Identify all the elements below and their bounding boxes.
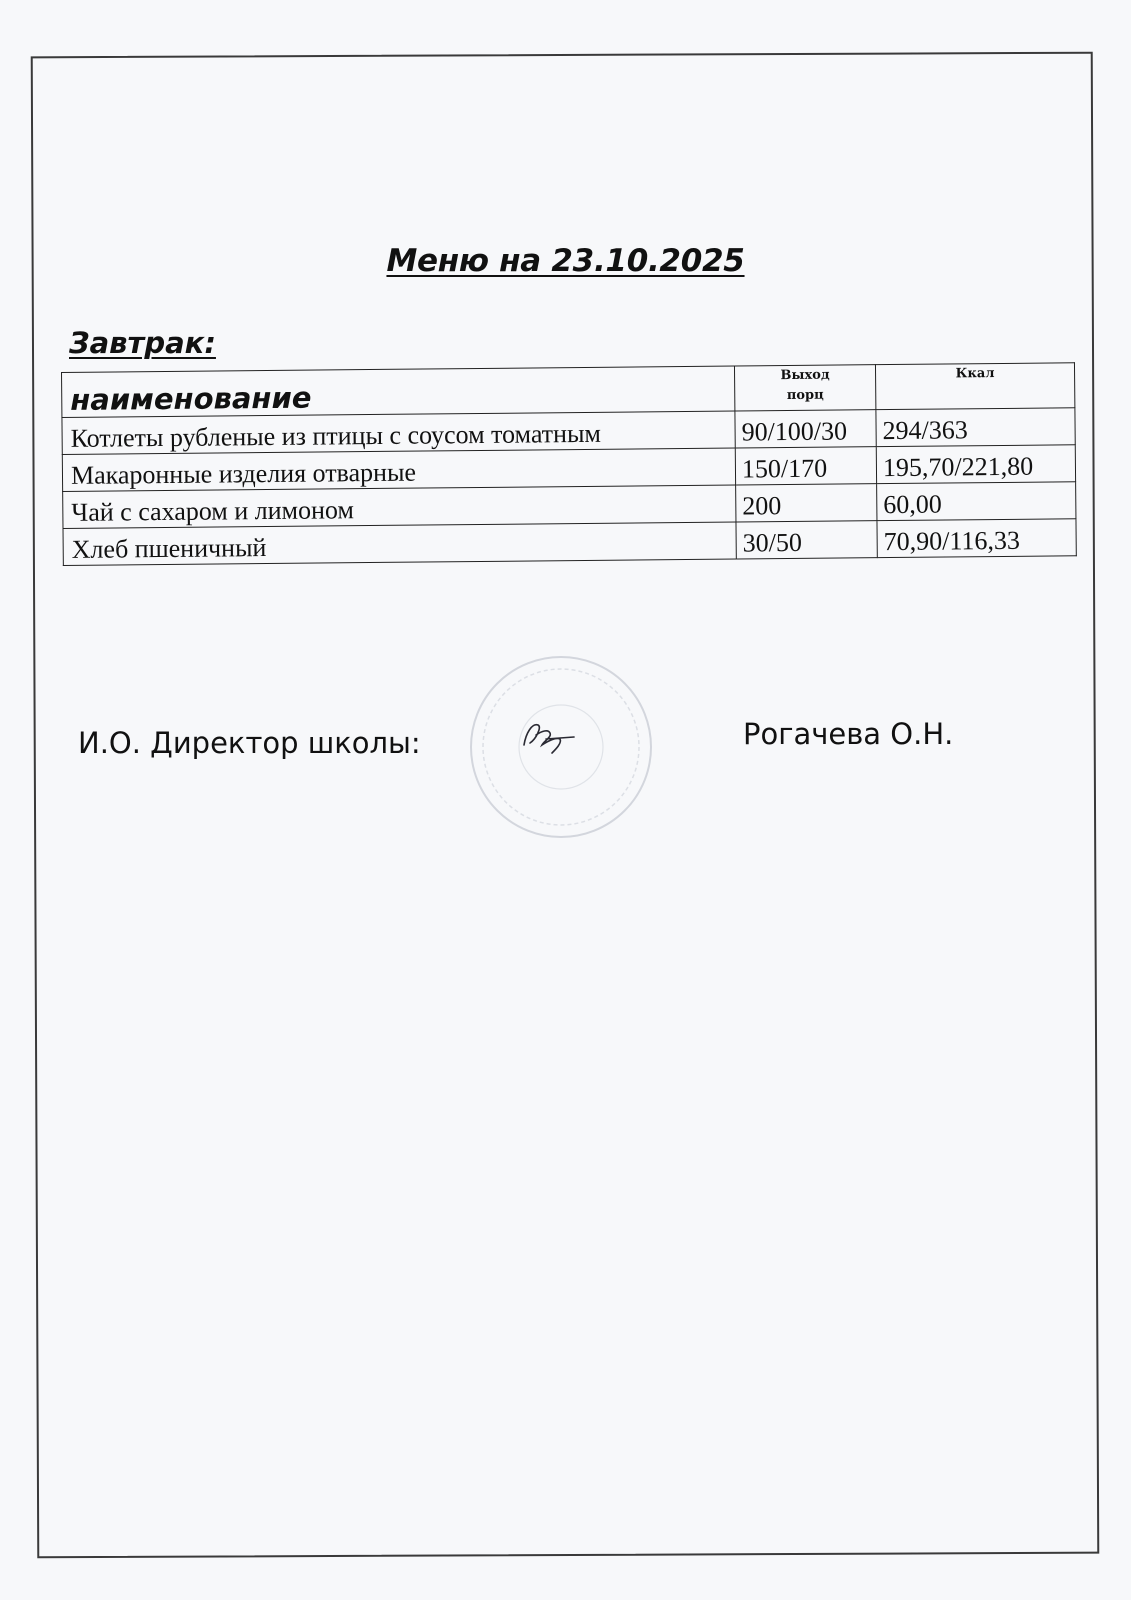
page-title [0,243,1131,279]
signature-label: И.О. Директор школы: [78,726,421,760]
column-header-yield [734,365,875,411]
dish-yield: 90/100/30 [735,410,876,448]
meal-heading: Завтрак: [69,326,216,360]
page-title-text: Меню на 23.10.2025 [386,243,745,279]
dish-kcal: 294/363 [876,408,1075,447]
dish-name: Котлеты рубленые из птицы с соусом томатным [62,411,735,454]
column-header-yield-line2: порц [786,387,824,404]
signatory-name: Рогачева О.Н. [743,717,954,751]
dish-name: Чай с сахаром и лимоном [63,485,736,528]
director-signature [516,715,586,759]
dish-yield: 150/170 [735,447,876,485]
dish-name: Хлеб пшеничный [63,522,736,565]
menu-table [61,362,1077,566]
dish-kcal: 60,00 [877,482,1076,521]
column-header-name: наименование [62,366,735,417]
dish-name: Макаронные изделия отварные [62,448,735,491]
dish-yield: 30/50 [736,521,877,559]
column-header-yield-line1: Выход [780,367,830,384]
dish-yield: 200 [736,484,877,522]
column-header-kcal: Ккал [875,363,1074,410]
dish-kcal: 70,90/116,33 [877,519,1076,558]
dish-kcal: 195,70/221,80 [876,445,1075,484]
